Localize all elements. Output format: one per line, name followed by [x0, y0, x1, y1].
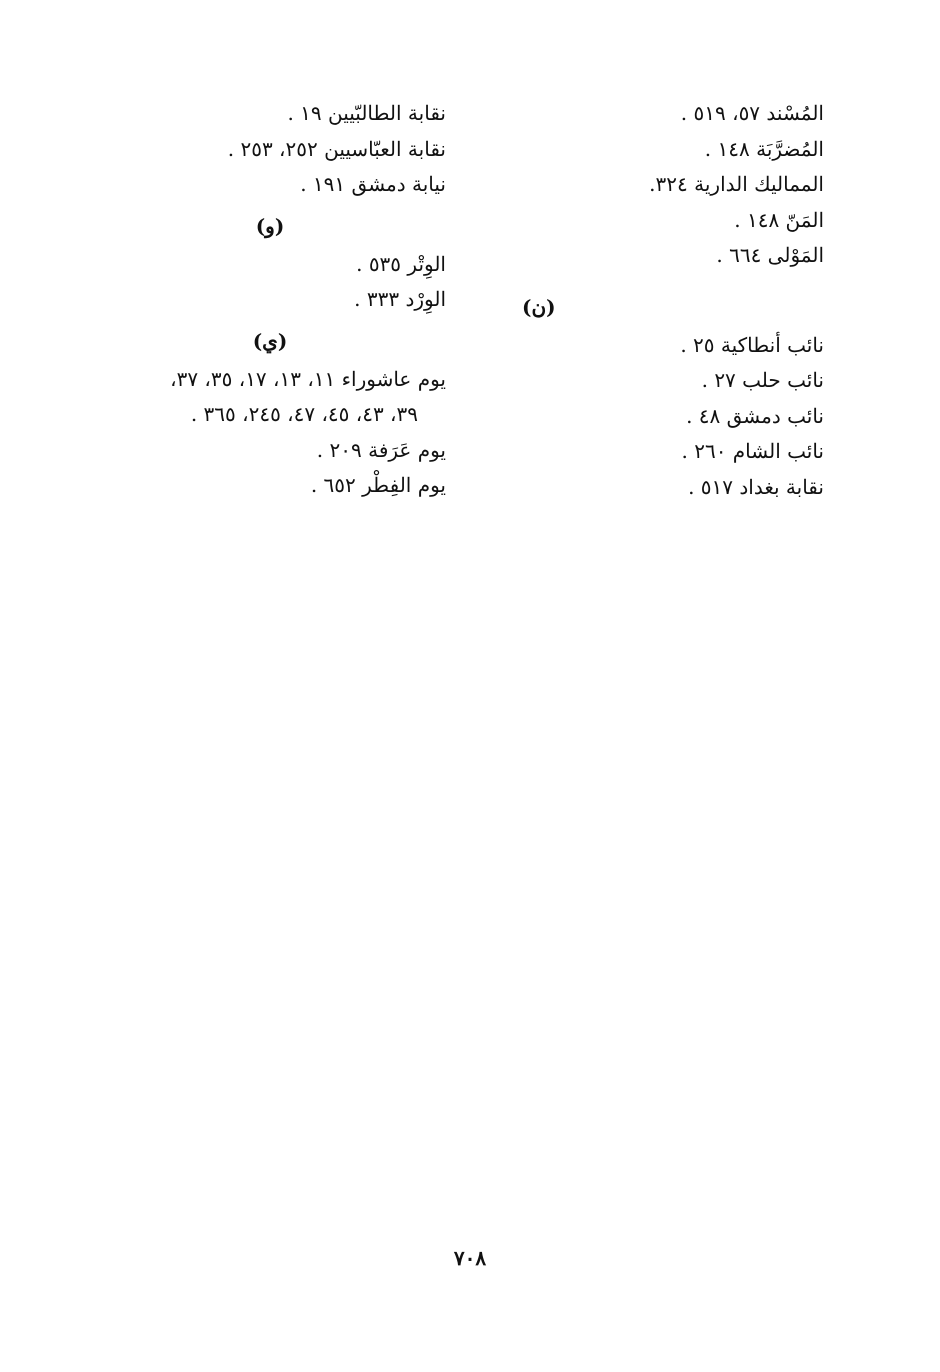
- page-number: ٧٠٨: [453, 1246, 487, 1270]
- index-entry-line: يوم عاشوراء ١١، ١٣، ١٧، ٣٥، ٣٧،: [170, 366, 446, 391]
- index-entry: الوِرْد ٣٣٣ .: [354, 287, 446, 311]
- index-entry: يوم الفِطْر ٦٥٢ .: [310, 473, 446, 497]
- index-entry: المَنّ ١٤٨ .: [734, 207, 824, 232]
- index-entry: المماليك الدارية ٣٢٤.: [649, 172, 824, 196]
- index-entry: الوِتْر ٥٣٥ .: [356, 251, 446, 276]
- index-entry-continuation: ٣٩، ٤٣، ٤٥، ٤٧، ٢٤٥، ٣٦٥ .: [190, 402, 418, 426]
- index-entry: المُضرَّبَة ١٤٨ .: [704, 136, 824, 161]
- section-heading-ya: (ي): [252, 328, 288, 353]
- section-heading-noon: (ن): [522, 294, 556, 319]
- index-entry: يوم عَرَفة ٢٠٩ .: [316, 437, 446, 462]
- index-entry: نائب الشام ٢٦٠ .: [681, 439, 824, 463]
- index-entry: المَوْلى ٦٦٤ .: [716, 243, 824, 267]
- index-entry: نقابة بغداد ٥١٧ .: [688, 474, 824, 499]
- index-entry: نائب حلب ٢٧ .: [701, 368, 824, 392]
- index-column-right: [504, 96, 824, 505]
- index-entry: نيابة دمشق ١٩١ .: [300, 172, 446, 196]
- index-entry: نقابة العبّاسيين ٢٥٢، ٢٥٣ .: [227, 136, 446, 161]
- index-entry: المُسْند ٥٧، ٥١٩ .: [680, 101, 824, 125]
- index-entry: نقابة الطالبّيين ١٩ .: [287, 101, 446, 125]
- index-entry: نائب دمشق ٤٨ .: [686, 403, 824, 428]
- section-gap: [504, 274, 824, 284]
- index-entry-ashura: [106, 362, 446, 433]
- index-column-left: [106, 96, 446, 504]
- index-entry: نائب أنطاكية ٢٥ .: [680, 332, 824, 357]
- section-heading-waw: (و): [255, 213, 285, 238]
